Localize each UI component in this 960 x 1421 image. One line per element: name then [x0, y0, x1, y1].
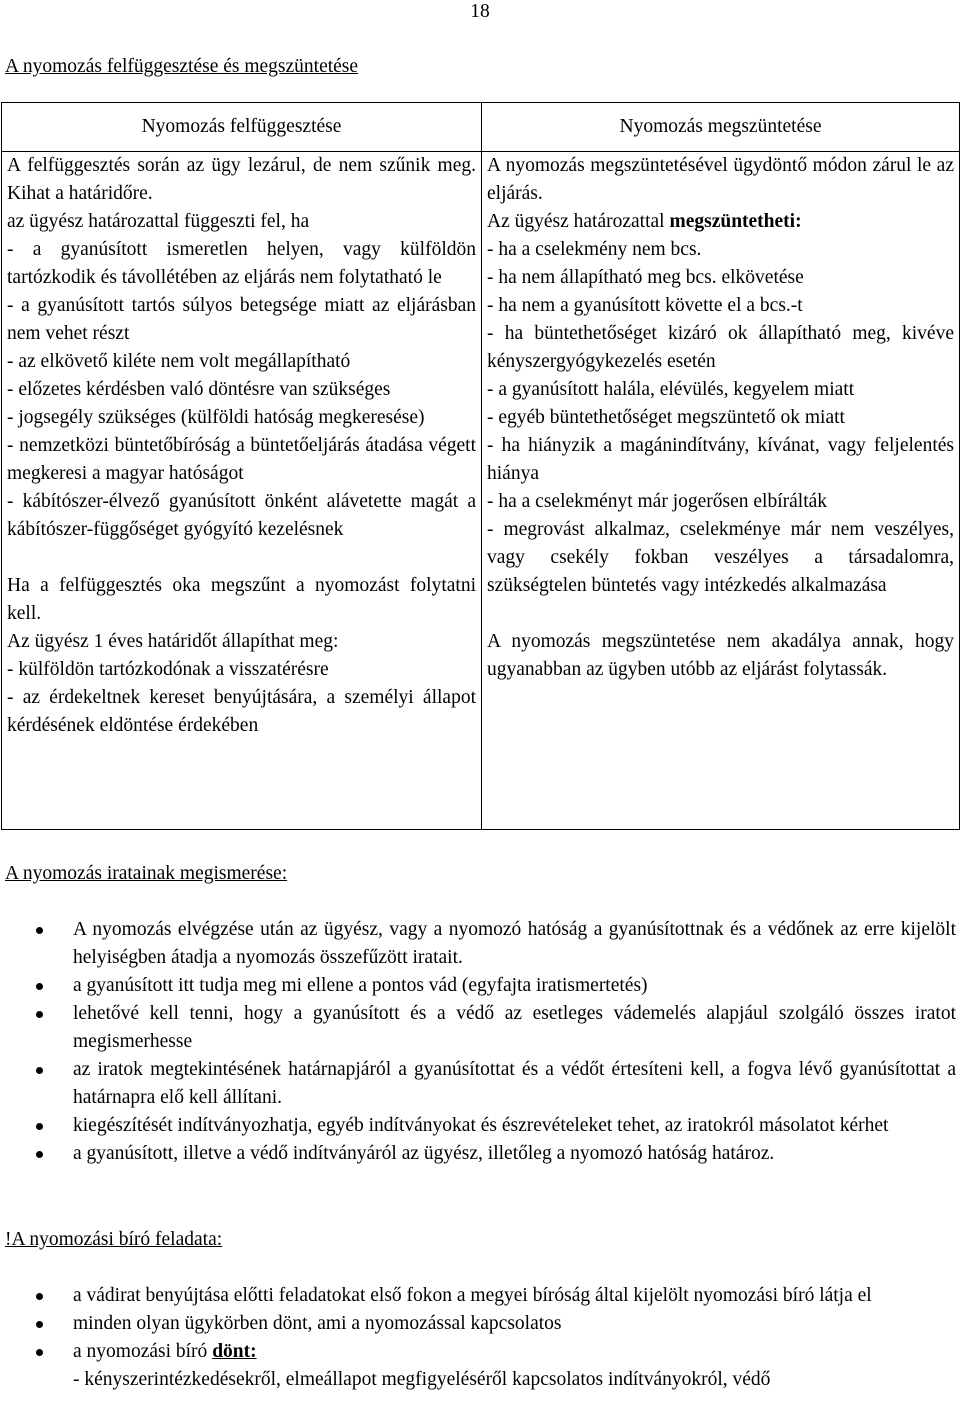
judge-decides-text: a nyomozási bíró	[73, 1341, 213, 1362]
termination-intro-bold: megszüntetheti:	[669, 211, 802, 232]
deadline-intro: Az ügyész 1 éves határidőt állapíthat meg:	[7, 631, 339, 652]
list-item	[0, 1338, 958, 1394]
suspension-item: - előzetes kérdésben való döntésre van szükséges	[7, 379, 391, 400]
deadline-item: - az érdekeltnek kereset benyújtására, a személyi állapot kérdésének eldöntése érdekében	[7, 687, 476, 736]
section-heading-suspension: A nyomozás felfüggesztése és megszüntetése	[5, 56, 359, 77]
termination-item: - megrovást alkalmaz, cselekménye már nem veszélyes, vagy csekély fokban veszélyes a társadalomra, szükségtelen büntetés vagy intézkedés alkalmazása	[487, 519, 954, 596]
list-item: a gyanúsított, illetve a védő indítványáról az ügyész, illetőleg a nyomozó hatóság határoz.	[0, 1140, 958, 1168]
section-heading-documents: A nyomozás iratainak megismerése:	[5, 863, 288, 884]
termination-item: - ha büntethetőséget kizáró ok állapítható meg, kivéve kényszergyógykezelés esetén	[487, 323, 954, 372]
termination-paragraph: A nyomozás megszüntetésével ügydöntő módon zárul le az eljárás.	[487, 155, 954, 204]
suspension-item: - az elkövető kiléte nem volt megállapítható	[7, 351, 351, 372]
termination-intro-text: Az ügyész határozattal	[487, 211, 670, 232]
termination-intro	[487, 208, 954, 236]
suspension-item: - jogsegély szükséges (külföldi hatóság megkeresése)	[7, 407, 425, 428]
spacer	[7, 544, 476, 572]
comparison-table	[1, 102, 960, 830]
documents-list	[0, 916, 958, 1168]
column-header-termination: Nyomozás megszüntetése	[482, 103, 960, 152]
list-item: A nyomozás elvégzése után az ügyész, vagy a nyomozó hatóság a gyanúsítottnak és a védőnek az erre kijelölt helyiségben átadja a nyomozás összefűzött iratait.	[0, 916, 958, 972]
list-item: lehetővé kell tenni, hogy a gyanúsított és a védő az esetleges vádemelés alapjául szolgáló összes iratot megismerhesse	[0, 1000, 958, 1056]
list-item: minden olyan ügykörben dönt, ami a nyomozással kapcsolatos	[0, 1310, 958, 1338]
list-item: a vádirat benyújtása előtti feladatokat első fokon a megyei bíróság által kijelölt nyomozási bíró látja el	[0, 1282, 958, 1310]
suspension-resume-paragraph: Ha a felfüggesztés oka megszűnt a nyomozást folytatni kell.	[7, 575, 476, 624]
list-item: az iratok megtekintésének határnapjáról a gyanúsítottat és a védőt értesíteni kell, a fogva lévő gyanúsítottat a határnapra elő kell állítani.	[0, 1056, 958, 1112]
termination-item: - ha nem állapítható meg bcs. elkövetése	[487, 267, 804, 288]
spacer	[487, 600, 954, 628]
page-number: 18	[470, 1, 490, 22]
termination-item: - ha a cselekményt már jogerősen elbírálták	[487, 491, 828, 512]
list-item: a gyanúsított itt tudja meg mi ellene a pontos vád (egyfajta iratismertetés)	[0, 972, 958, 1000]
suspension-paragraph: A felfüggesztés során az ügy lezárul, de nem szűnik meg. Kihat a határidőre.	[7, 155, 476, 204]
suspension-item: - nemzetközi büntetőbíróság a büntetőeljárás átadása végett megkeresi a magyar hatóságot	[7, 435, 476, 484]
judge-decides-continuation: - kényszerintézkedésekről, elmeállapot megfigyeléséről kapcsolatos indítványokról, védő	[73, 1369, 771, 1390]
judge-list	[0, 1282, 958, 1394]
list-item: kiegészítését indítványozhatja, egyéb indítványokat és észrevételeket tehet, az iratokról másolatot kérhet	[0, 1112, 958, 1140]
suspension-item: - a gyanúsított tartós súlyos betegsége miatt az eljárásban nem vehet részt	[7, 295, 476, 344]
column-header-suspension: Nyomozás felfüggesztése	[2, 103, 482, 152]
termination-item: - ha nem a gyanúsított követte el a bcs.-t	[487, 295, 803, 316]
deadline-item: - külföldön tartózkodónak a visszatérésre	[7, 659, 329, 680]
section-heading-judge: !A nyomozási bíró feladata:	[5, 1229, 223, 1250]
suspension-intro: az ügyész határozattal függeszti fel, ha	[7, 211, 310, 232]
termination-item: - ha hiányzik a magánindítvány, kívánat, vagy feljelentés hiánya	[487, 435, 954, 484]
judge-decides-bold: dönt:	[212, 1341, 257, 1362]
suspension-cell	[2, 152, 482, 830]
termination-item: - a gyanúsított halála, elévülés, kegyelem miatt	[487, 379, 855, 400]
suspension-item: - kábítószer-élvező gyanúsított önként alávetette magát a kábítószer-függőséget gyógyító kezelésnek	[7, 491, 476, 540]
suspension-item: - a gyanúsított ismeretlen helyen, vagy külföldön tartózkodik és távollétében az eljárás nem folytatható le	[7, 239, 476, 288]
termination-cell	[482, 152, 960, 830]
termination-item: - egyéb büntethetőséget megszüntető ok miatt	[487, 407, 845, 428]
termination-item: - ha a cselekmény nem bcs.	[487, 239, 702, 260]
termination-closing-paragraph: A nyomozás megszüntetése nem akadálya annak, hogy ugyanabban az ügyben utóbb az eljárást folytassák.	[487, 631, 954, 680]
